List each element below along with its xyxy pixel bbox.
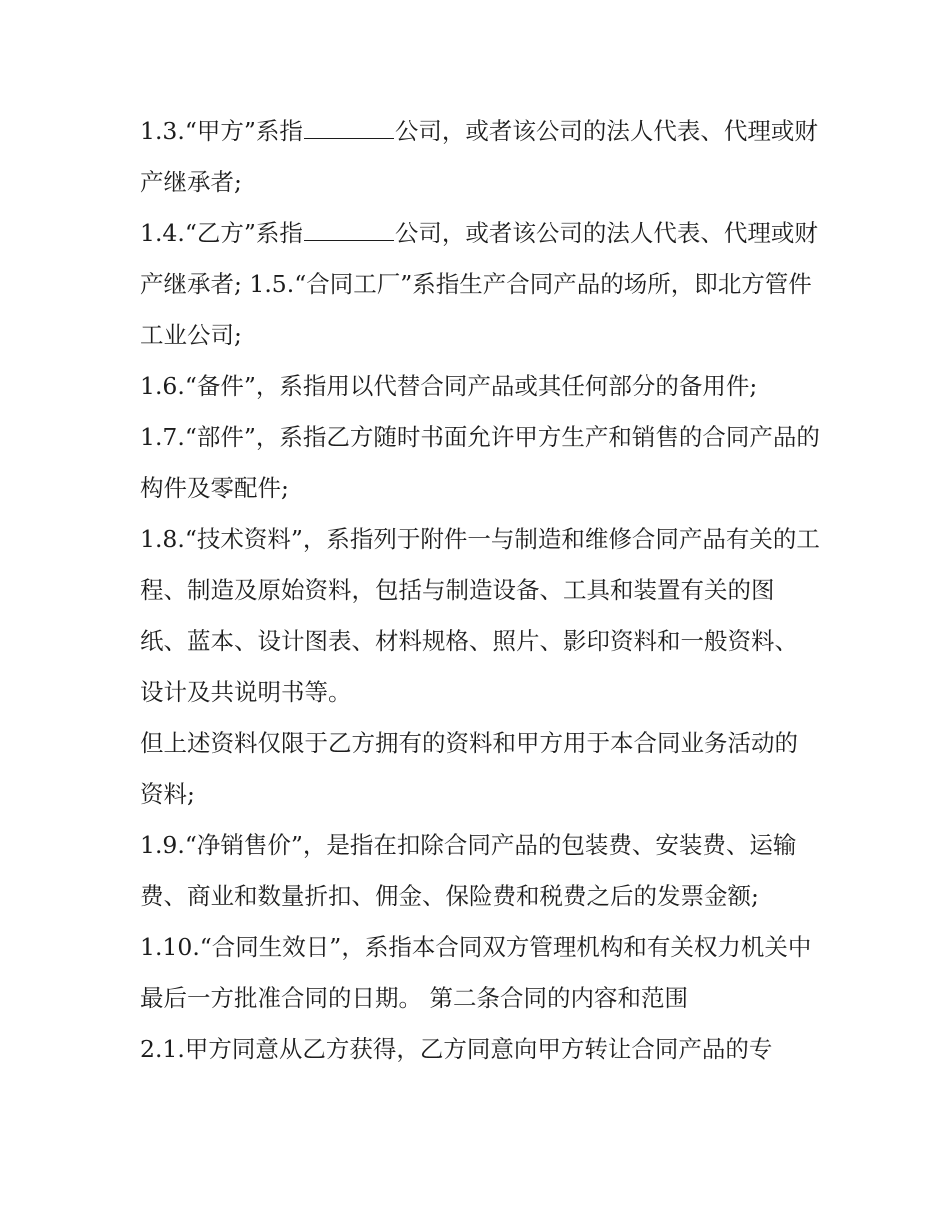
- clause-1-8-note: 但上述资料仅限于乙方拥有的资料和甲方用于本合同业务活动的资料;: [140, 729, 798, 808]
- clause-1-8: 1.8.“技术资料”，系指列于附件一与制造和维修合同产品有关的工程、制造及原始资料，包括与制造设备、工具和装置有关的图纸、蓝本、设计图表、材料规格、照片、影印资料和一般资料、设计及共说明书等。: [140, 525, 820, 706]
- clause-1-9: 1.9.“净销售价”，是指在扣除合同产品的包装费、安装费、运输费、商业和数量折扣、佣金、保险费和税费之后的发票金额;: [140, 831, 797, 910]
- blank-party-a-company: [304, 116, 394, 139]
- clause-1-6: 1.6.“备件”，系指用以代替合同产品或其任何部分的备用件;: [140, 372, 758, 400]
- clause-1-3-text-a: 1.3.“甲方”系指: [140, 117, 303, 145]
- clause-1-10: 1.10.“合同生效日”，系指本合同双方管理机构和有关权力机关中最后一方批准合同的日期。 第二条合同的内容和范围: [140, 933, 812, 1012]
- clause-2-1: 2.1.甲方同意从乙方获得，乙方同意向甲方转让合同产品的专: [140, 1035, 773, 1063]
- clause-1-7: 1.7.“部件”，系指乙方随时书面允许甲方生产和销售的合同产品的构件及零配件;: [140, 423, 820, 502]
- clause-1-3-text-b: 公司，或者该公司的法人代表、代理或财产继承者;: [140, 117, 818, 196]
- clause-1-3: [140, 106, 820, 208]
- document-body: [140, 106, 820, 1075]
- blank-party-b-company: [304, 218, 394, 241]
- clause-1-4-text-a: 1.4.“乙方”系指: [140, 219, 303, 247]
- clause-1-4-text-b: 公司，或者该公司的法人代表、代理或财产继承者; 1.5.“合同工厂”系指生产合同产品的场所，即北方管件工业公司;: [140, 219, 818, 349]
- clause-1-4: [140, 208, 820, 361]
